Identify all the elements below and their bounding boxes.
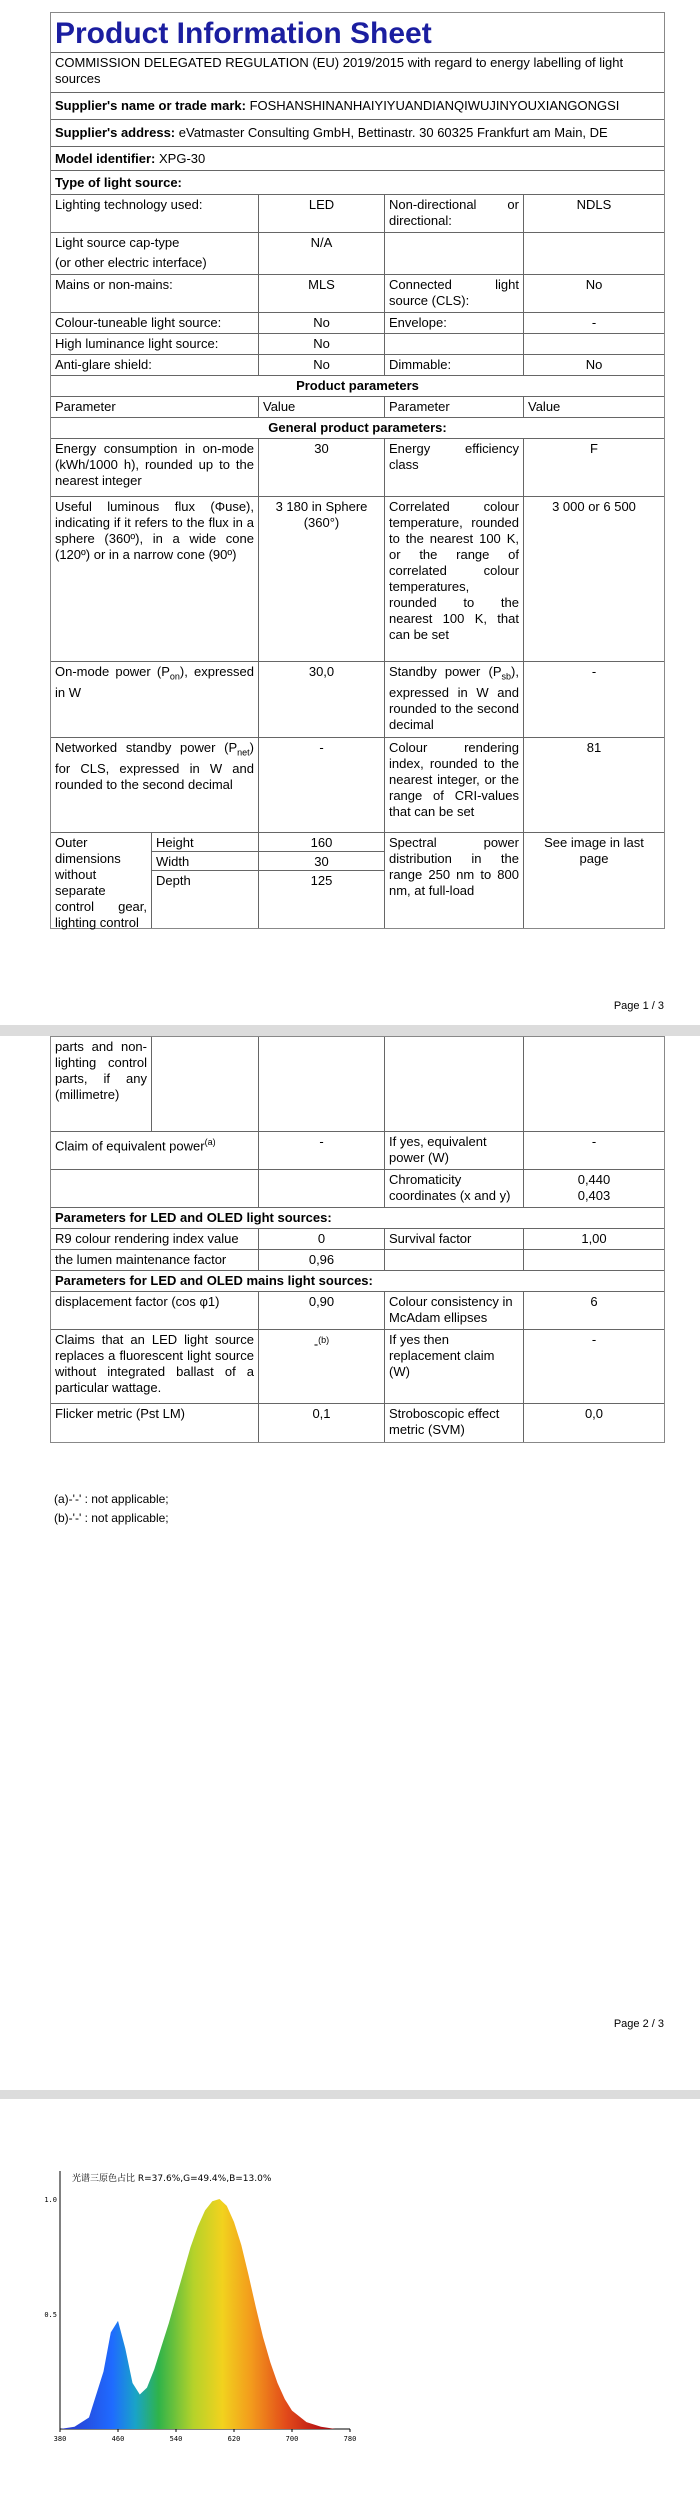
chromaticity-row (51, 1170, 664, 1208)
column-header-value: Value (258, 397, 384, 417)
directional-value: NDLS (523, 195, 664, 232)
networked-standby-label: Networked standby power $(P_{net})$ for CLS, expressed in W and rounded to the second decimal (55, 740, 254, 792)
width-label: Width (151, 852, 258, 871)
flux-label: Useful luminous flux (Φuse), indicating if it refers to the flux in a sphere (360º), in a wide cone (120º) or in a narrow cone (90º) (55, 499, 254, 562)
supplier-row (51, 93, 664, 120)
lumen-maintenance-value: 0,96 (258, 1250, 384, 1270)
address-label: Supplier's address: (55, 125, 176, 140)
r9-value: 0 (258, 1229, 384, 1249)
footnote-b: (b)-'-' : not applicable; (54, 1511, 169, 1525)
width-value: 30 (258, 852, 384, 871)
x-tick-label: 780 (343, 2435, 357, 2443)
led-heading-row (51, 1208, 664, 1229)
model-value: XPG-30 (159, 151, 206, 166)
spectral-label: Spectral power distribution in the range 250 nm to 800 nm, at full-load (384, 833, 523, 928)
onmode-value: 30,0 (258, 662, 384, 737)
led-heading: Parameters for LED and OLED light sources: (55, 1210, 332, 1225)
lumen-row (51, 1250, 664, 1271)
supplier-label: Supplier's name or trade mark: (55, 98, 246, 113)
survival-factor-label: Survival factor (384, 1229, 523, 1249)
column-header-value-2: Value (523, 397, 664, 417)
general-row (51, 418, 664, 439)
dimmable-value: No (523, 355, 664, 375)
efficiency-class-label: Energy efficiency class (384, 439, 523, 496)
address-row (51, 120, 664, 147)
model-label: Model identifier: (55, 151, 156, 166)
r9-row (51, 1229, 664, 1250)
replacement-claim-value: - (523, 1330, 664, 1403)
mains-row (51, 275, 664, 313)
depth-label: Depth (151, 871, 258, 928)
cap-type-value: N/A (258, 233, 384, 274)
info-table-continued (50, 1036, 665, 1443)
chromaticity-y-value: 0,403 (577, 1188, 611, 1203)
onmode-row (51, 662, 664, 738)
y-tick-label: 0.5 (44, 2311, 57, 2319)
colour-tuneable-label: Colour-tuneable light source: (55, 315, 222, 330)
general-heading: General product parameters: (268, 420, 447, 435)
title-row (51, 13, 664, 53)
address-value: eVatmaster Consulting GmbH, Bettinastr. 30 60325 Frankfurt am Main, DE (178, 125, 608, 140)
colour-consistency-label: Colour consistency in McAdam ellipses (384, 1292, 523, 1329)
chart-title: 光谱三原色占比 R=37.6%,G=49.4%,B=13.0% (72, 2174, 272, 2184)
survival-factor-value: 1,00 (523, 1229, 664, 1249)
colour-tuneable-value: No (258, 313, 384, 333)
spectral-value: See image in last page (523, 833, 664, 928)
product-parameters-heading: Product parameters (296, 378, 419, 393)
info-table (50, 12, 665, 929)
page-3 (0, 2099, 700, 2510)
anti-glare-row (51, 355, 664, 376)
claims-label: Claims that an LED light source replaces a fluorescent light source without integrated ballast of a particular wattage. (55, 1332, 254, 1395)
displacement-label: displacement factor (cos φ1) (55, 1294, 220, 1309)
column-header-row (51, 397, 664, 418)
displacement-row (51, 1292, 664, 1330)
dimensions-row-continued (51, 1037, 664, 1132)
product-parameters-row (51, 376, 664, 397)
mains-value: MLS (258, 275, 384, 312)
dimensions-row (51, 833, 664, 928)
dimmable-label: Dimmable: (384, 355, 523, 375)
depth-value: 125 (258, 871, 384, 928)
anti-glare-value: No (258, 355, 384, 375)
high-luminance-label: High luminance light source: (55, 336, 219, 351)
model-row (51, 147, 664, 171)
directional-label: Non-directional or directional: (384, 195, 523, 232)
energy-value: 30 (258, 439, 384, 496)
claim-value: - (258, 1132, 384, 1169)
claim-row (51, 1132, 664, 1170)
regulation-row (51, 53, 664, 93)
high-luminance-row (51, 334, 664, 355)
equivalent-power-value: - (523, 1132, 664, 1169)
cri-label: Colour rendering index, rounded to the nearest integer, or the range of CRI-values that can be set (384, 738, 523, 832)
colour-tuneable-row (51, 313, 664, 334)
x-tick-label: 700 (285, 2435, 299, 2443)
colour-consistency-value: 6 (523, 1292, 664, 1329)
anti-glare-label: Anti-glare shield: (55, 357, 152, 372)
flux-row (51, 497, 664, 662)
stroboscopic-label: Stroboscopic effect metric (SVM) (384, 1404, 523, 1442)
height-value: 160 (258, 833, 384, 852)
footnote-a: (a)-'-' : not applicable; (54, 1492, 169, 1506)
flicker-row (51, 1404, 664, 1442)
replacement-claim-label: If yes then replacement claim (W) (384, 1330, 523, 1403)
claims-value: -$^{(b)}$ (258, 1330, 384, 1403)
chromaticity-label: Chromaticity coordinates (x and y) (384, 1170, 523, 1207)
supplier-value: FOSHANSHINANHAIYIYUANDIANQIWUJINYOUXIANGONGSI (249, 98, 620, 113)
networked-standby-row (51, 738, 664, 833)
flicker-value: 0,1 (258, 1404, 384, 1442)
lighting-tech-value: LED (258, 195, 384, 232)
page-number-2: Page 2 / 3 (613, 2018, 664, 2030)
lighting-tech-row (51, 195, 664, 233)
page-2 (0, 1036, 700, 2090)
x-tick-label: 620 (227, 2435, 241, 2443)
column-header-parameter-2: Parameter (384, 397, 523, 417)
regulation-text: COMMISSION DELEGATED REGULATION (EU) 2019/2015 with regard to energy labelling of light sources (55, 55, 624, 86)
r9-label: R9 colour rendering index value (55, 1231, 239, 1246)
lighting-tech-label: Lighting technology used: (55, 197, 203, 212)
flux-value: 3 180 in Sphere (360°) (258, 497, 384, 661)
outer-dimensions-label: Outer dimensions without separate control gear, lighting control (55, 835, 147, 930)
x-tick-label: 540 (169, 2435, 183, 2443)
column-header-parameter: Parameter (55, 399, 116, 414)
high-luminance-value: No (258, 334, 384, 354)
height-label: Height (151, 833, 258, 852)
displacement-value: 0,90 (258, 1292, 384, 1329)
standby-label: Standby power $(P_{sb})$, expressed in W and rounded to the second decimal (384, 662, 523, 737)
type-heading: Type of light source: (55, 175, 182, 190)
cct-value: 3 000 or 6 500 (523, 497, 664, 661)
x-tick-label: 460 (111, 2435, 125, 2443)
document-title: Product Information Sheet (55, 17, 432, 50)
claims-row (51, 1330, 664, 1404)
energy-label: Energy consumption in on-mode (kWh/1000 h), rounded up to the nearest integer (55, 441, 254, 488)
onmode-label: On-mode power $(P_{on})$, expressed in W (55, 664, 254, 700)
y-tick-label: 1.0 (44, 2196, 57, 2204)
claim-label: Claim of equivalent power$^{(a)}$ (55, 1137, 216, 1154)
page-number-1: Page 1 / 3 (613, 1000, 664, 1012)
cap-type-row (51, 233, 664, 275)
networked-standby-value: - (258, 738, 384, 832)
standby-value: - (523, 662, 664, 737)
energy-row (51, 439, 664, 497)
cls-label: Connected light source (CLS): (384, 275, 523, 312)
mains-label: Mains or non-mains: (55, 277, 173, 292)
cri-value: 81 (523, 738, 664, 832)
equivalent-power-label: If yes, equivalent power (W) (384, 1132, 523, 1169)
stroboscopic-value: 0,0 (523, 1404, 664, 1442)
cct-label: Correlated colour temperature, rounded to the nearest 100 K, or the range of correlated colour temperatures, rounded to the nearest 100 K, that can be set (384, 497, 523, 661)
mains-heading: Parameters for LED and OLED mains light sources: (55, 1273, 373, 1288)
outer-dimensions-label-continued: parts and non-lighting control parts, if any (millimetre) (55, 1039, 147, 1102)
envelope-label: Envelope: (384, 313, 523, 333)
mains-heading-row (51, 1271, 664, 1292)
type-heading-row (51, 171, 664, 195)
efficiency-class-value: F (523, 439, 664, 496)
x-tick-label: 380 (53, 2435, 67, 2443)
cls-value: No (523, 275, 664, 312)
page-1 (0, 0, 700, 1025)
cap-type-label: Light source cap-type (55, 235, 180, 250)
chromaticity-x-value: 0,440 (577, 1172, 611, 1187)
spectrum-area (60, 2199, 350, 2429)
envelope-value: - (523, 313, 664, 333)
spectrum-chart (44, 2169, 390, 2469)
cap-type-sublabel: (or other electric interface) (55, 255, 207, 270)
flicker-label: Flicker metric (Pst LM) (55, 1406, 185, 1421)
lumen-maintenance-label: the lumen maintenance factor (55, 1252, 227, 1267)
